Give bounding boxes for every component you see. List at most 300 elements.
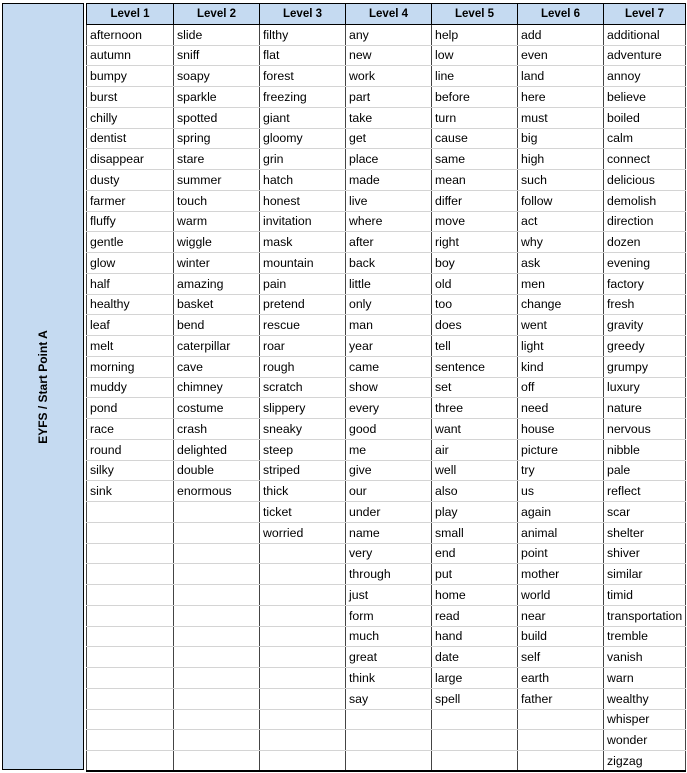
- word-cell: warn: [604, 668, 686, 689]
- table-row: [87, 460, 686, 481]
- level-header: Level 4: [346, 4, 432, 25]
- word-cell: adventure: [604, 45, 686, 66]
- word-cell: melt: [87, 336, 174, 357]
- word-cell: differ: [432, 190, 518, 211]
- level-header: Level 5: [432, 4, 518, 25]
- word-cell: touch: [174, 190, 260, 211]
- level-header: Level 1: [87, 4, 174, 25]
- word-cell: double: [174, 460, 260, 481]
- word-cell: back: [346, 253, 432, 274]
- word-cell: vanish: [604, 647, 686, 668]
- word-cell: [87, 730, 174, 751]
- word-cell: rescue: [260, 315, 346, 336]
- word-cell: why: [518, 232, 604, 253]
- word-cell: give: [346, 460, 432, 481]
- word-cell: gentle: [87, 232, 174, 253]
- level-header: Level 2: [174, 4, 260, 25]
- table-row: [87, 605, 686, 626]
- word-cell: mountain: [260, 253, 346, 274]
- word-cell: take: [346, 107, 432, 128]
- word-cell: made: [346, 170, 432, 191]
- word-cell: little: [346, 273, 432, 294]
- word-table-body: [87, 24, 686, 771]
- word-cell: shelter: [604, 522, 686, 543]
- word-cell: [174, 522, 260, 543]
- word-cell: glow: [87, 253, 174, 274]
- word-cell: fluffy: [87, 211, 174, 232]
- header-row: [87, 4, 686, 25]
- word-cell: striped: [260, 460, 346, 481]
- word-cell: name: [346, 522, 432, 543]
- word-cell: read: [432, 605, 518, 626]
- word-cell: act: [518, 211, 604, 232]
- word-cell: healthy: [87, 294, 174, 315]
- word-cell: roar: [260, 336, 346, 357]
- table-row: [87, 24, 686, 45]
- word-cell: [174, 564, 260, 585]
- word-cell: nature: [604, 398, 686, 419]
- word-cell: any: [346, 24, 432, 45]
- word-cell: [346, 751, 432, 772]
- word-cell: live: [346, 190, 432, 211]
- word-cell: [87, 668, 174, 689]
- word-cell: line: [432, 66, 518, 87]
- word-cell: spell: [432, 688, 518, 709]
- word-cell: demolish: [604, 190, 686, 211]
- word-cell: scar: [604, 502, 686, 523]
- word-cell: home: [432, 585, 518, 606]
- word-cell: [260, 688, 346, 709]
- word-cell: follow: [518, 190, 604, 211]
- word-cell: bumpy: [87, 66, 174, 87]
- word-cell: additional: [604, 24, 686, 45]
- word-cell: point: [518, 543, 604, 564]
- table-row: [87, 688, 686, 709]
- word-cell: cause: [432, 128, 518, 149]
- word-cell: [174, 688, 260, 709]
- word-cell: earth: [518, 668, 604, 689]
- word-cell: silky: [87, 460, 174, 481]
- word-cell: gravity: [604, 315, 686, 336]
- word-cell: men: [518, 273, 604, 294]
- word-cell: luxury: [604, 377, 686, 398]
- table-row: [87, 87, 686, 108]
- table-row: [87, 564, 686, 585]
- word-cell: us: [518, 481, 604, 502]
- table-row: [87, 709, 686, 730]
- word-cell: muddy: [87, 377, 174, 398]
- word-cell: tell: [432, 336, 518, 357]
- word-cell: [260, 585, 346, 606]
- word-cell: [260, 605, 346, 626]
- word-cell: nibble: [604, 439, 686, 460]
- word-cell: [518, 709, 604, 730]
- word-cell: flat: [260, 45, 346, 66]
- word-cell: light: [518, 336, 604, 357]
- word-cell: old: [432, 273, 518, 294]
- word-cell: [174, 626, 260, 647]
- word-cell: [174, 730, 260, 751]
- word-cell: where: [346, 211, 432, 232]
- word-cell: [87, 709, 174, 730]
- word-cell: shiver: [604, 543, 686, 564]
- word-cell: amazing: [174, 273, 260, 294]
- word-cell: round: [87, 439, 174, 460]
- word-cell: [260, 564, 346, 585]
- word-cell: boiled: [604, 107, 686, 128]
- word-cell: sink: [87, 481, 174, 502]
- table-row: [87, 522, 686, 543]
- word-cell: annoy: [604, 66, 686, 87]
- word-cell: filthy: [260, 24, 346, 45]
- word-cell: [260, 730, 346, 751]
- word-cell: large: [432, 668, 518, 689]
- word-cell: basket: [174, 294, 260, 315]
- word-cell: whisper: [604, 709, 686, 730]
- word-cell: also: [432, 481, 518, 502]
- level-header: Level 7: [604, 4, 686, 25]
- word-cell: man: [346, 315, 432, 336]
- word-cell: came: [346, 356, 432, 377]
- table-row: [87, 253, 686, 274]
- word-cell: delicious: [604, 170, 686, 191]
- word-cell: [260, 543, 346, 564]
- level-header: Level 6: [518, 4, 604, 25]
- word-cell: steep: [260, 439, 346, 460]
- word-cell: every: [346, 398, 432, 419]
- table-row: [87, 66, 686, 87]
- word-cell: costume: [174, 398, 260, 419]
- word-cell: much: [346, 626, 432, 647]
- word-cell: house: [518, 419, 604, 440]
- word-cell: right: [432, 232, 518, 253]
- word-cell: believe: [604, 87, 686, 108]
- word-cell: show: [346, 377, 432, 398]
- word-cell: calm: [604, 128, 686, 149]
- word-cell: put: [432, 564, 518, 585]
- word-cell: chimney: [174, 377, 260, 398]
- word-cell: work: [346, 66, 432, 87]
- word-cell: [87, 688, 174, 709]
- word-cell: [260, 647, 346, 668]
- word-cell: [432, 709, 518, 730]
- word-table: [86, 3, 686, 772]
- table-row: [87, 315, 686, 336]
- word-cell: very: [346, 543, 432, 564]
- word-cell: too: [432, 294, 518, 315]
- word-cell: change: [518, 294, 604, 315]
- word-cell: zigzag: [604, 751, 686, 772]
- word-cell: turn: [432, 107, 518, 128]
- word-cell: [87, 585, 174, 606]
- table-row: [87, 543, 686, 564]
- word-cell: father: [518, 688, 604, 709]
- word-cell: near: [518, 605, 604, 626]
- word-cell: grumpy: [604, 356, 686, 377]
- word-cell: connect: [604, 149, 686, 170]
- table-row: [87, 647, 686, 668]
- word-cell: similar: [604, 564, 686, 585]
- word-cell: stare: [174, 149, 260, 170]
- word-cell: just: [346, 585, 432, 606]
- word-cell: [346, 709, 432, 730]
- word-cell: say: [346, 688, 432, 709]
- word-cell: think: [346, 668, 432, 689]
- word-cell: place: [346, 149, 432, 170]
- table-row: [87, 294, 686, 315]
- word-cell: [174, 605, 260, 626]
- word-cell: caterpillar: [174, 336, 260, 357]
- word-cell: factory: [604, 273, 686, 294]
- word-cell: hatch: [260, 170, 346, 191]
- word-cell: [260, 709, 346, 730]
- word-cell: our: [346, 481, 432, 502]
- word-cell: leaf: [87, 315, 174, 336]
- table-row: [87, 377, 686, 398]
- word-cell: went: [518, 315, 604, 336]
- word-cell: enormous: [174, 481, 260, 502]
- table-row: [87, 668, 686, 689]
- word-cell: again: [518, 502, 604, 523]
- word-cell: autumn: [87, 45, 174, 66]
- word-cell: [174, 647, 260, 668]
- word-cell: spring: [174, 128, 260, 149]
- word-cell: [87, 522, 174, 543]
- word-cell: mean: [432, 170, 518, 191]
- word-cell: dentist: [87, 128, 174, 149]
- word-cell: animal: [518, 522, 604, 543]
- word-cell: before: [432, 87, 518, 108]
- word-cell: gloomy: [260, 128, 346, 149]
- word-cell: burst: [87, 87, 174, 108]
- word-cell: get: [346, 128, 432, 149]
- word-cell: new: [346, 45, 432, 66]
- level-header: Level 3: [260, 4, 346, 25]
- table-row: [87, 149, 686, 170]
- word-cell: crash: [174, 419, 260, 440]
- word-cell: slide: [174, 24, 260, 45]
- word-cell: land: [518, 66, 604, 87]
- word-cell: sparkle: [174, 87, 260, 108]
- word-cell: add: [518, 24, 604, 45]
- word-cell: chilly: [87, 107, 174, 128]
- word-cell: summer: [174, 170, 260, 191]
- word-cell: [260, 751, 346, 772]
- word-cell: farmer: [87, 190, 174, 211]
- word-cell: set: [432, 377, 518, 398]
- word-cell: [174, 502, 260, 523]
- word-cell: form: [346, 605, 432, 626]
- word-cell: [518, 751, 604, 772]
- word-cell: thick: [260, 481, 346, 502]
- word-cell: play: [432, 502, 518, 523]
- word-cell: evening: [604, 253, 686, 274]
- table-row: [87, 336, 686, 357]
- table-row: [87, 273, 686, 294]
- word-cell: [260, 668, 346, 689]
- word-cell: sniff: [174, 45, 260, 66]
- word-cell: mother: [518, 564, 604, 585]
- word-cell: invitation: [260, 211, 346, 232]
- word-cell: build: [518, 626, 604, 647]
- word-cell: grin: [260, 149, 346, 170]
- word-cell: [260, 626, 346, 647]
- word-cell: under: [346, 502, 432, 523]
- table-row: [87, 45, 686, 66]
- word-cell: morning: [87, 356, 174, 377]
- word-cell: year: [346, 336, 432, 357]
- word-cell: here: [518, 87, 604, 108]
- word-cell: well: [432, 460, 518, 481]
- word-cell: sentence: [432, 356, 518, 377]
- word-cell: want: [432, 419, 518, 440]
- word-cell: ticket: [260, 502, 346, 523]
- word-cell: soapy: [174, 66, 260, 87]
- table-row: [87, 356, 686, 377]
- table-row: [87, 398, 686, 419]
- word-cell: [174, 751, 260, 772]
- word-cell: slippery: [260, 398, 346, 419]
- word-cell: end: [432, 543, 518, 564]
- side-label: EYFS / Start Point A: [36, 329, 50, 444]
- word-cell: low: [432, 45, 518, 66]
- word-cell: worried: [260, 522, 346, 543]
- word-cell: ask: [518, 253, 604, 274]
- word-cell: [87, 543, 174, 564]
- word-cell: wiggle: [174, 232, 260, 253]
- word-cell: giant: [260, 107, 346, 128]
- word-cell: [432, 751, 518, 772]
- word-cell: warm: [174, 211, 260, 232]
- word-cell: pain: [260, 273, 346, 294]
- table-row: [87, 585, 686, 606]
- word-cell: boy: [432, 253, 518, 274]
- word-cell: timid: [604, 585, 686, 606]
- word-cell: [518, 730, 604, 751]
- table-row: [87, 211, 686, 232]
- table-row: [87, 419, 686, 440]
- word-cell: [346, 730, 432, 751]
- table-row: [87, 751, 686, 772]
- word-cell: fresh: [604, 294, 686, 315]
- word-cell: help: [432, 24, 518, 45]
- word-cell: [87, 647, 174, 668]
- word-cell: wealthy: [604, 688, 686, 709]
- word-cell: [174, 709, 260, 730]
- word-cell: [174, 543, 260, 564]
- word-cell: freezing: [260, 87, 346, 108]
- word-cell: big: [518, 128, 604, 149]
- word-cell: cave: [174, 356, 260, 377]
- word-cell: spotted: [174, 107, 260, 128]
- word-cell: forest: [260, 66, 346, 87]
- word-cell: rough: [260, 356, 346, 377]
- table-row: [87, 170, 686, 191]
- word-cell: race: [87, 419, 174, 440]
- word-cell: [87, 605, 174, 626]
- word-cell: pond: [87, 398, 174, 419]
- word-cell: try: [518, 460, 604, 481]
- word-cell: dozen: [604, 232, 686, 253]
- word-cell: reflect: [604, 481, 686, 502]
- word-cell: date: [432, 647, 518, 668]
- word-cell: pale: [604, 460, 686, 481]
- word-cell: picture: [518, 439, 604, 460]
- side-panel: [2, 3, 84, 770]
- word-cell: kind: [518, 356, 604, 377]
- word-cell: sneaky: [260, 419, 346, 440]
- word-cell: good: [346, 419, 432, 440]
- word-cell: transportation: [604, 605, 686, 626]
- word-cell: such: [518, 170, 604, 191]
- word-cell: me: [346, 439, 432, 460]
- word-cell: wonder: [604, 730, 686, 751]
- word-cell: hand: [432, 626, 518, 647]
- table-row: [87, 439, 686, 460]
- word-cell: half: [87, 273, 174, 294]
- word-cell: through: [346, 564, 432, 585]
- word-cell: [87, 751, 174, 772]
- word-cell: does: [432, 315, 518, 336]
- word-cell: world: [518, 585, 604, 606]
- word-cell: small: [432, 522, 518, 543]
- word-cell: must: [518, 107, 604, 128]
- word-cell: move: [432, 211, 518, 232]
- word-cell: [174, 585, 260, 606]
- word-cell: [87, 626, 174, 647]
- table-row: [87, 232, 686, 253]
- table-row: [87, 502, 686, 523]
- table-row: [87, 128, 686, 149]
- word-cell: after: [346, 232, 432, 253]
- word-cell: winter: [174, 253, 260, 274]
- word-cell: [432, 730, 518, 751]
- word-cell: great: [346, 647, 432, 668]
- word-cell: tremble: [604, 626, 686, 647]
- word-cell: [174, 668, 260, 689]
- table-row: [87, 626, 686, 647]
- word-cell: scratch: [260, 377, 346, 398]
- word-cell: part: [346, 87, 432, 108]
- word-cell: same: [432, 149, 518, 170]
- word-cell: disappear: [87, 149, 174, 170]
- word-cell: [87, 564, 174, 585]
- word-cell: [87, 502, 174, 523]
- word-cell: off: [518, 377, 604, 398]
- word-cell: even: [518, 45, 604, 66]
- table-row: [87, 107, 686, 128]
- word-cell: direction: [604, 211, 686, 232]
- word-cell: dusty: [87, 170, 174, 191]
- word-cell: need: [518, 398, 604, 419]
- table-row: [87, 481, 686, 502]
- word-cell: delighted: [174, 439, 260, 460]
- word-cell: self: [518, 647, 604, 668]
- table-row: [87, 730, 686, 751]
- word-cell: honest: [260, 190, 346, 211]
- word-cell: greedy: [604, 336, 686, 357]
- word-cell: air: [432, 439, 518, 460]
- word-cell: pretend: [260, 294, 346, 315]
- word-cell: high: [518, 149, 604, 170]
- word-cell: only: [346, 294, 432, 315]
- table-row: [87, 190, 686, 211]
- word-cell: three: [432, 398, 518, 419]
- word-cell: afternoon: [87, 24, 174, 45]
- word-cell: nervous: [604, 419, 686, 440]
- word-cell: bend: [174, 315, 260, 336]
- word-cell: mask: [260, 232, 346, 253]
